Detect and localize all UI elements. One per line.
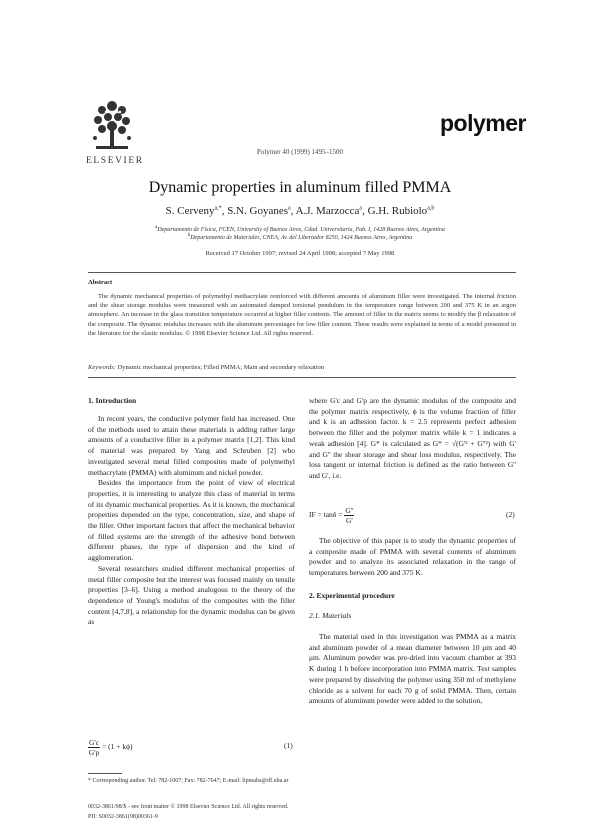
paragraph: where G'c and G'p are the dynamic modulus of the composite and the polymer matrix respectively, ϕ is the volume fraction of filler and k is an adhesion factor. k = 2.5 represents perfect adhesion between the filler and the polymer matrix while k = 1 indicates a weak adhesion [4]. G* is calculated as G* = √(G'² + G''²) with G' and G'' the shear storage and shear loss modulus, respectively. The loss tangent or internal friction is defined as the ratio between G'' and G', i.e. (309, 396, 516, 480)
elsevier-wordmark: ELSEVIER (86, 156, 144, 166)
equation-fraction (344, 506, 354, 525)
abstract-text: The dynamic mechanical properties of polymethyl methacrylate reinforced with different amounts of aluminum filler were investigated. The internal friction and the shear storage modulus were measured with an automated damped torsional pendulum in the temperature range between 200 and 375 K in an argon atmosphere. An increase in the glass transition temperature occurred at higher filler contents. The amount of filler in the matrix seems to modify the β relaxation of the composite. The dynamic modulus increases with the aluminum percentages for low filler content. These results were explained in terms of a model presented in the literature for the elastic modulus. © 1998 Elsevier Science Ltd. All rights reserved. (88, 293, 516, 337)
divider (88, 272, 516, 273)
eq-denominator: G'p (88, 748, 100, 757)
author-list: S. Cerveny$^{a,*}$, S.N. Goyanes$^a$, A.J. Marzocca$^a$, G.H. Rubiolo$^{a,b}$ (165, 205, 435, 217)
keywords-text: Dynamic mechanical properties; Filled PMMA; Main and secondary relaxation (117, 364, 325, 371)
eq-numerator: G'c (89, 738, 100, 747)
abstract-heading: Abstract (88, 279, 113, 286)
eq-lhs: IF = tanδ = (309, 510, 343, 520)
right-column-body-bottom (309, 632, 516, 707)
copyright-line: 0032-3861/98/$ - see front matter © 1998 Elsevier Science Ltd. All rights reserved. (88, 804, 289, 810)
keywords-label: Keywords: (88, 364, 116, 371)
subsection-heading-materials: 2.1. Materials (309, 611, 352, 620)
section-heading-introduction: 1. Introduction (88, 396, 137, 405)
author-name: S. Cerveny (165, 205, 215, 217)
equation-2 (309, 506, 354, 525)
author-sup: a (288, 205, 291, 212)
affiliation-sup: a (155, 225, 158, 230)
affiliation-text: Departamento de Materiales, CNEA, Av. del Libertador 8250, 1424 Buenos Aires, Argentina (190, 235, 413, 241)
eq-denominator: G' (346, 516, 353, 525)
eq-rhs: = (1 + kϕ) (101, 742, 133, 752)
footnote-rule (88, 773, 122, 774)
received-dates: Received 17 October 1997; revised 24 April 1998; accepted 7 May 1998 (205, 250, 395, 257)
author-name: A.J. Marzocca (295, 205, 360, 217)
affiliation-a (0, 225, 600, 233)
equation-number-2: (2) (506, 510, 515, 519)
author-name: S.N. Goyanes (227, 205, 288, 217)
affiliation-b (0, 233, 600, 241)
footnote: * Corresponding author. Tel: 782-1007; Fax: 782-7647; E-mail: lipmaba@df.uba.ar (88, 778, 289, 784)
article-title: Dynamic properties in aluminum filled PMMA (148, 179, 452, 196)
author-name: G.H. Rubiolo (367, 205, 428, 217)
eq-numerator: G'' (345, 506, 354, 515)
author-sup: a,b (427, 205, 435, 212)
paragraph: Several researchers studied different mechanical properties of metal filler composite but the interest was focused mainly on tensile properties [3–6]. Using a method analogous to the theory of the dependence of Young's modulus of the composites with the filler content [4,7,8], a relationship for the dynamic modulus can be given as (88, 563, 295, 627)
author-sup: a (359, 205, 363, 212)
paragraph: In recent years, the conductive polymer field has increased. One of the methods used to attain these materials is adding rather large amounts of a conductive filler in a polymer matrix [1,2]. This kind of material was prepared by Yang and Schruben [2] who investigated several metal filled composites made of polymethyl methacrylate (PMMA) with aluminum and nickel powder. (88, 414, 295, 477)
affiliation-sup: b (187, 233, 191, 238)
affiliation-text: Departamento de Física, FCEN, University of Buenos Aires, Cdad. Universitaria, Pab. I, 1428 Buenos Aires, Argentina (157, 227, 445, 233)
equation-number-1: (1) (284, 741, 293, 750)
paragraph: The material used in this investigation was PMMA as a matrix and aluminum powder of a mean diameter between 10 μm and 40 μm. Aluminum powder was pre-dried into vacuum chamber at 393 K during 1 h before incorporation into PMMA matrix. Test samples were prepared by dissolving the polymer using 350 ml of methylene chloride as a solvent for each 70 g of solid PMMA. Then, certain amounts of aluminum powder were added to the solution, (309, 632, 516, 706)
pii-line: PII: S0032-3861(98)00361-9 (88, 814, 158, 820)
copyright-block (88, 802, 289, 822)
journal-reference: Polymer 40 (1999) 1495–1500 (256, 148, 344, 156)
paragraph: Besides the importance from the point of view of electrical properties, it is interesting to analyze this class of material in terms of its dynamic mechanical properties. As it is known, the mechanical properties depended on the type, concentration, size, and shape of the filler. Other important factors that affect the mechanical behavior of filled systems are the strength of the adhesive bond between different phases, the type of dispersion and the kind of agglomeration. (88, 478, 295, 563)
paragraph: The objective of this paper is to study the dynamic properties of a composite made of PMMA with several contents of aluminum powder and to analyze its associated relaxation in the range of temperatures between 200 and 375 K. (309, 536, 516, 578)
divider (88, 377, 516, 378)
polymer-journal-logo: polymer (440, 110, 526, 136)
equation-fraction (88, 738, 100, 757)
left-column-body (88, 414, 295, 628)
author-sup: a,* (214, 205, 222, 212)
right-column-body-top (309, 396, 516, 482)
keywords-line (88, 364, 516, 371)
equation-1 (88, 738, 133, 757)
section-heading-experimental: 2. Experimental procedure (309, 591, 395, 600)
right-column-body-mid (309, 536, 516, 579)
